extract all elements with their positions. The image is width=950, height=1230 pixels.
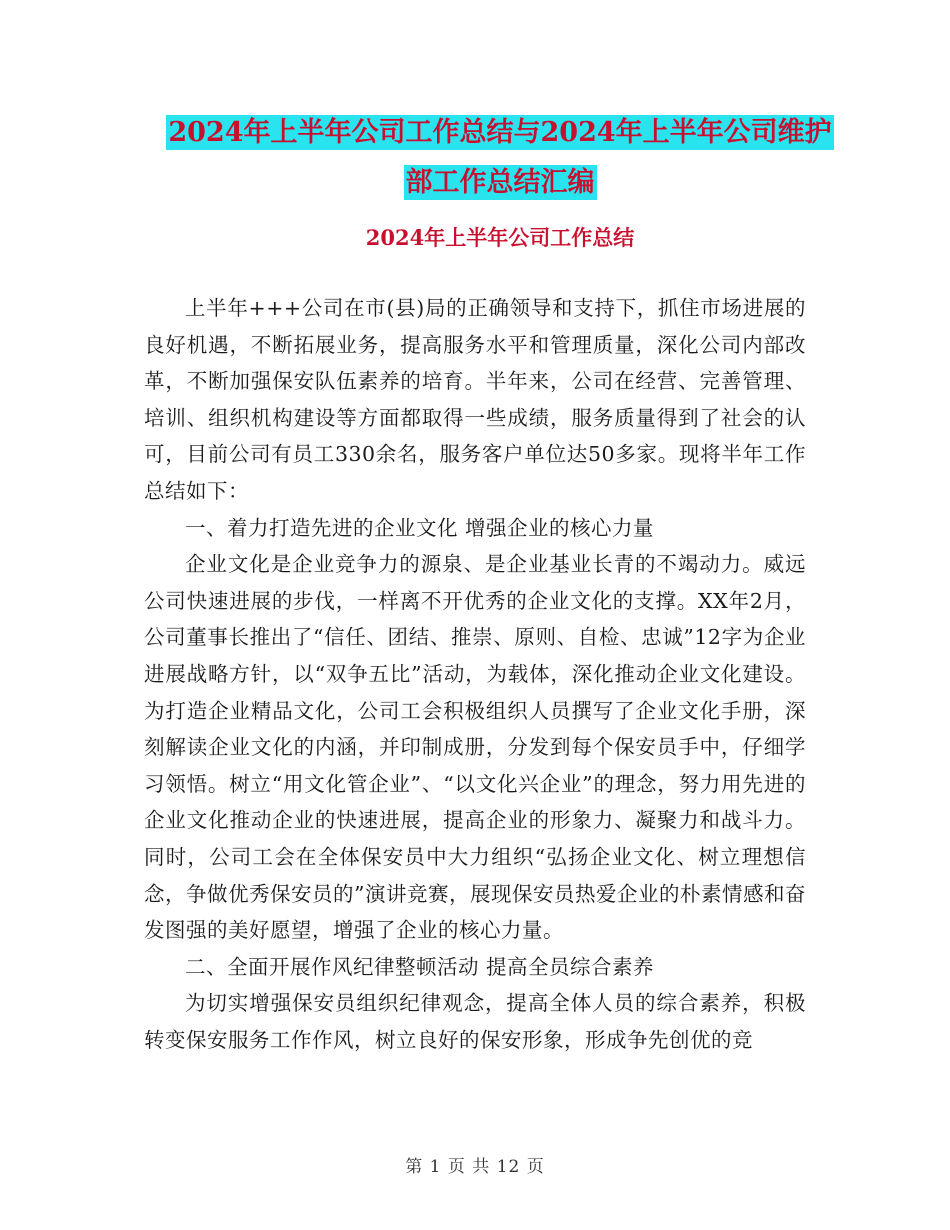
heading-section-1: 一、着力打造先进的企业文化 增强企业的核心力量 (185, 515, 655, 540)
heading-section-2: 二、全面开展作风纪律整顿活动 提高全员综合素养 (185, 954, 655, 979)
paragraph-section-2: 为切实增强保安员组织纪律观念，提高全体人员的综合素养，积极转变保安服务工作作风，树立良好的保安形象，形成争先创优的竞 (144, 991, 806, 1052)
document-title-line-2: 部工作总结汇编 (405, 167, 595, 198)
document-title (140, 108, 860, 208)
document-title-line-1: 2024年上半年公司工作总结与2024年上半年公司维护 (168, 117, 832, 148)
paragraph-section-1: 企业文化是企业竞争力的源泉、是企业基业长青的不竭动力。威远公司快速进展的步伐，一样离不开优秀的企业文化的支撑。XX年2月，公司董事长推出了“信任、团结、推崇、原则、自检、忠诚”12字为企业进展战略方针，以“双争五比”活动，为载体，深化推动企业文化建设。为打造企业精品文化，公司工会积极组织人员撰写了企业文化手册，深刻解读企业文化的内涵，并印制成册，分发到每个保安员手中，仔细学习领悟。树立“用文化管企业”、“以文化兴企业”的理念，努力用先进的企业文化推动企业的快速进展，提高企业的形象力、凝聚力和战斗力。同时，公司工会在全体保安员中大力组织“弘扬企业文化、树立理想信念，争做优秀保安员的”演讲竞赛，展现保安员热爱企业的朴素情感和奋发图强的美好愿望，增强了企业的核心力量。 (144, 552, 806, 943)
paragraph-intro: 上半年+++公司在市(县)局的正确领导和支持下，抓住市场进展的良好机遇，不断拓展业务，提高服务水平和管理质量，深化公司内部改革，不断加强保安队伍素养的培育。半年来，公司在经营、完善管理、培训、组织机构建设等方面都取得一些成绩，服务质量得到了社会的认可，目前公司有员工330余名，服务客户单位达50多家。现将半年工作总结如下： (144, 296, 806, 503)
page-footer: 第 1 页 共 12 页 (405, 1157, 545, 1177)
document-body (144, 290, 806, 1058)
section-title: 2024年上半年公司工作总结 (365, 225, 635, 250)
